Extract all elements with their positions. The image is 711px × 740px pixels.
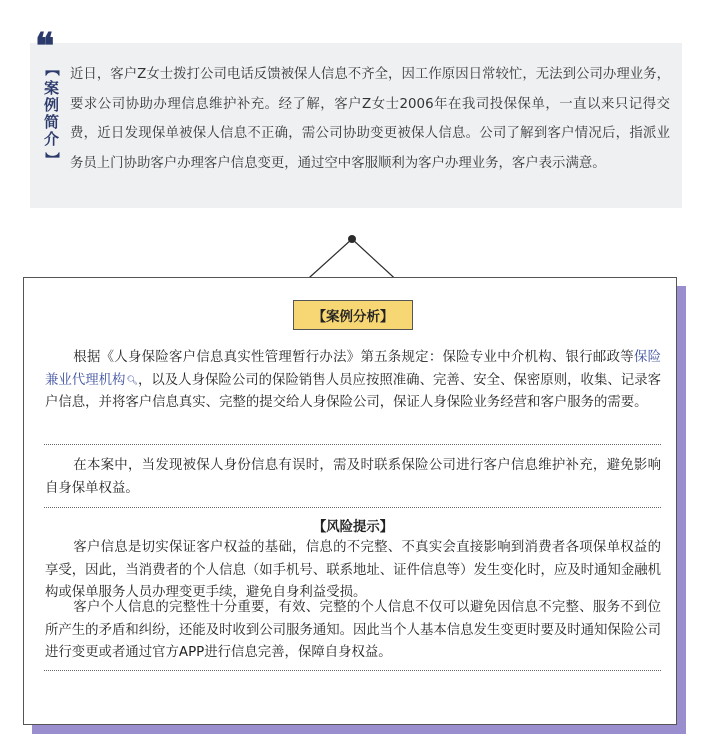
risk-p2-text: 客户个人信息的完整性十分重要，有效、完整的个人信息不仅可以避免因信息不完整、服务不到位所产生的矛盾和纠纷，还能及时收到公司服务通知。因此当个人基本信息发生变更时要及时通知保险公司进行变更或者通过官方APP进行信息完善，保障自身权益。 [45,600,661,660]
search-icon[interactable]: 🔍︎ [126,375,138,386]
label-bracket-close: 】 [43,152,59,166]
analysis-p1-after: ，以及人身保险公司的保险销售人员应按照准确、完善、安全、保密原则，收集、记录客户信息，并将客户信息真实、完整的提交给人身保险公司，保证人身保险业务经营和客户服务的需要。 [45,372,662,410]
risk-p1-text: 客户信息是切实保证客户权益的基础，信息的不完整、不真实会直接影响到消费者各项保单权益的享受，因此，当消费者的个人信息（如手机号、联系地址、证件信息等）发生变化时，应及时通知金融机构或保单服务人员办理变更手续，避免自身利益受损。 [45,540,661,600]
risk-title: 【风险提示】 [312,520,394,535]
analysis-p2-text: 在本案中，当发现被保人身份信息有误时，需及时联系保险公司进行客户信息维护补充，避免影响自身保单权益。 [45,458,661,496]
divider-3 [44,670,661,671]
analysis-paragraph-1 [45,347,661,415]
divider-2 [44,507,661,508]
label-bracket-open: 【 [43,62,59,76]
case-intro-label [40,62,62,166]
divider-1 [44,444,661,445]
case-intro-text: 近日，客户Z女士拨打公司电话反馈被保人信息不齐全，因工作原因日常较忙，无法到公司办理业务，要求公司协助办理信息维护补充。经了解，客户Z女士2006年在我司投保保单，一直以来只记得交费，近日发现保单被保人信息不正确，需公司协助变更被保人信息。公司了解到客户情况后，指派业务员上门协助客户办理客户信息变更，通过空中客服顺利为客户办理业务，客户表示满意。 [70,67,670,171]
analysis-title: 【案例分析】 [293,300,413,330]
risk-paragraph-1 [45,537,661,605]
analysis-p1-before: 根据《人身保险客户信息真实性管理暂行办法》第五条规定：保险专业中介机构、银行邮政等 [73,350,634,365]
double-quote-icon: ❝ [35,25,52,67]
risk-paragraph-2 [45,597,661,665]
agency-link[interactable]: 保险兼业代理机构 [45,350,662,388]
analysis-paragraph-2 [45,455,661,500]
case-intro-label-text: 案例简介 [42,80,60,148]
hanger-pin [348,235,356,243]
